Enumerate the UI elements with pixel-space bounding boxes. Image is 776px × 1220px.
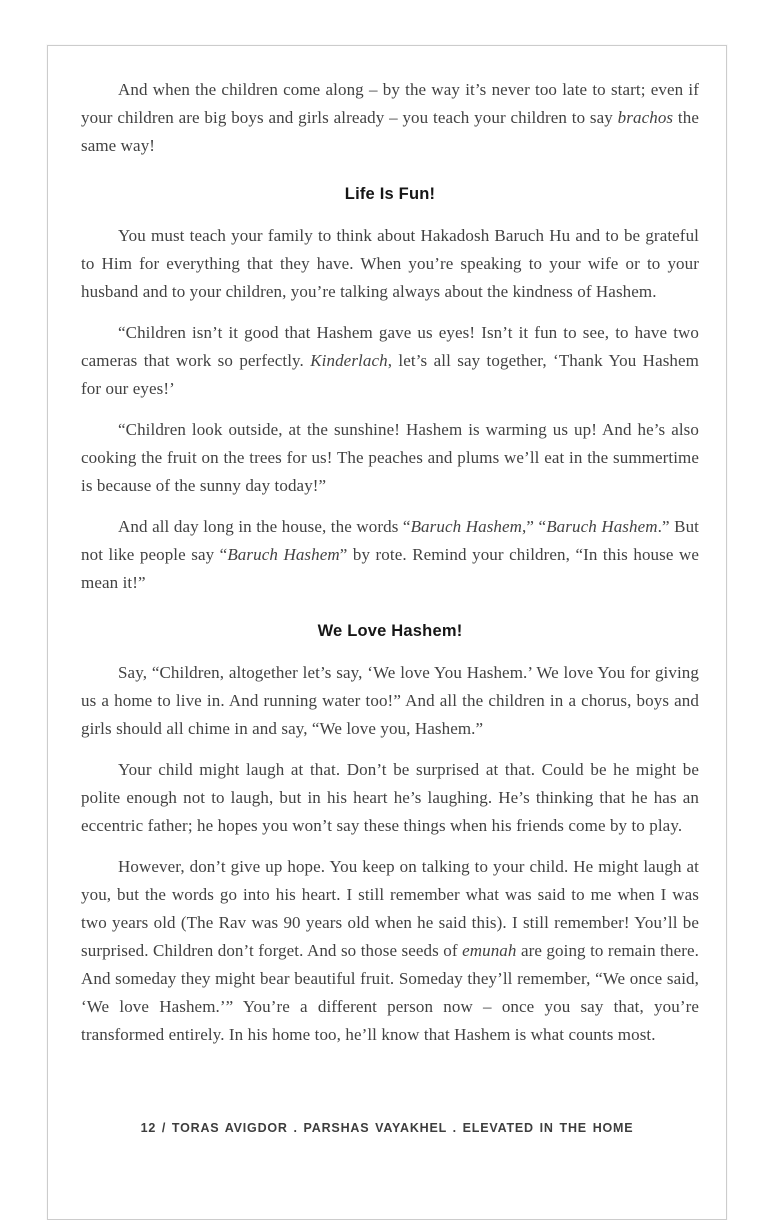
paragraph bbox=[81, 659, 699, 743]
italic-text-run: Baruch Hashem bbox=[546, 517, 658, 536]
section-heading: Life Is Fun! bbox=[344, 185, 436, 203]
text-run: , let’s all say together, ‘Thank You Hashem for our eyes!’ bbox=[81, 351, 699, 398]
paragraph bbox=[81, 756, 699, 840]
text-run: Your child might laugh at that. Don’t be surprised at that. Could be he might be polite enough not to laugh, but in his heart he’s laughing. He’s thinking that he has an eccentric father; he hopes you won’t say these things when his friends come by to play. bbox=[81, 760, 699, 835]
italic-text-run: Kinderlach bbox=[310, 351, 388, 370]
paragraph bbox=[81, 416, 699, 500]
paragraph bbox=[81, 319, 699, 403]
page-footer: 12 / TORAS AVIGDOR . PARSHAS VAYAKHEL . ELEVATED IN THE HOME bbox=[140, 1121, 634, 1135]
paragraph bbox=[81, 513, 699, 597]
text-run: “Children look outside, at the sunshine! Hashem is warming us up! And he’s also cooking the fruit on the trees for us! The peaches and plums we’ll eat in the summertime is because of the sunny day today!” bbox=[81, 420, 699, 495]
paragraph bbox=[81, 76, 699, 160]
text-run: ,” “ bbox=[522, 517, 547, 536]
text-run: the same way! bbox=[81, 108, 699, 155]
text-run: However, don’t give up hope. You keep on talking to your child. He might laugh at you, but the words go into his heart. I still remember what was said to me when I was two years old (The Rav was 90 years old when he said this). I still remember! You’ll be surprised. Children don’t forget. And so those seeds of bbox=[81, 857, 699, 960]
text-run: .” But not like people say “ bbox=[81, 517, 700, 564]
text-run: Say, “Children, altogether let’s say, ‘We love You Hashem.’ We love You for giving us a home to live in. And running water too!” And all the children in a chorus, boys and girls should all chime in and say, “We love you, Hashem.” bbox=[81, 663, 699, 738]
italic-text-run: Baruch Hashem bbox=[227, 545, 340, 564]
text-run: “Children isn’t it good that Hashem gave us eyes! Isn’t it fun to see, to have two cameras that work so perfectly. bbox=[81, 323, 699, 370]
document-page bbox=[47, 45, 727, 1220]
text-run: are going to remain there. And someday they might bear beautiful fruit. Someday they’ll remember, “We once said, ‘We love Hashem.’” You’re a different person now – once you say that, you’re transformed entirely. In his home too, he’ll know that Hashem is what counts most. bbox=[81, 941, 699, 1044]
page-content bbox=[81, 76, 699, 1062]
italic-text-run: Baruch Hashem bbox=[410, 517, 523, 536]
text-run: You must teach your family to think about Hakadosh Baruch Hu and to be grateful to Him for everything that they have. When you’re speaking to your wife or to your husband and to your children, you’re talking always about the kindness of Hashem. bbox=[81, 226, 699, 301]
paragraph bbox=[81, 222, 699, 306]
paragraph bbox=[81, 853, 699, 1049]
text-run: ” by rote. Remind your children, “In this house we mean it!” bbox=[81, 545, 700, 592]
italic-text-run: emunah bbox=[462, 941, 517, 960]
text-run: And all day long in the house, the words “ bbox=[118, 517, 411, 536]
italic-text-run: brachos bbox=[617, 108, 674, 127]
text-run: And when the children come along – by the way it’s never too late to start; even if your children are big boys and girls already – you teach your children to say bbox=[81, 80, 699, 127]
section-heading: We Love Hashem! bbox=[317, 622, 463, 640]
